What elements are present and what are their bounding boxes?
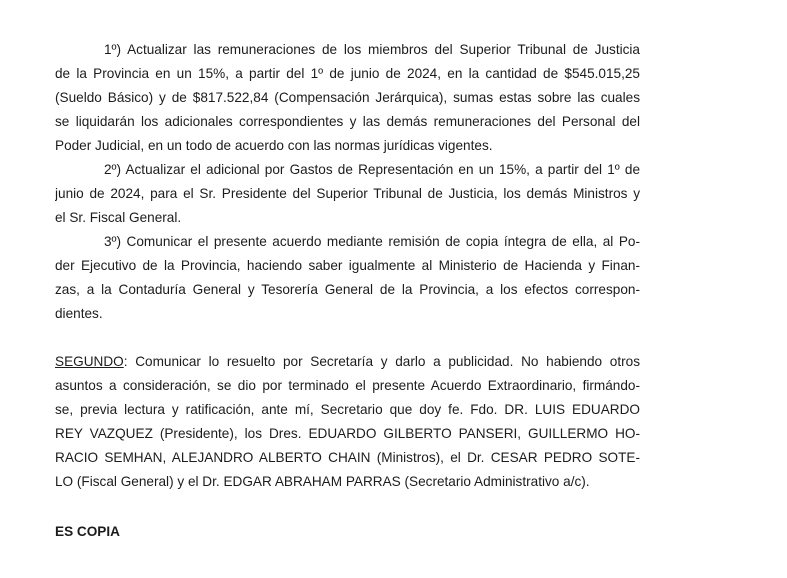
item-3-line-2: der Ejecutivo de la Provincia, haciendo saber igualmente al Ministerio de Hacienda y Finan- bbox=[55, 258, 640, 273]
item-1-line-4: se liquidarán los adicionales correspondientes y las demás remuneraciones del Personal del bbox=[55, 114, 640, 129]
item-2-line-2: junio de 2024, para el Sr. Presidente del Superior Tribunal de Justicia, los demás Ministros y bbox=[55, 186, 640, 201]
segundo-first-line-text: : Comunicar lo resuelto por Secretaría y darlo a publicidad. No habiendo otros bbox=[123, 354, 640, 369]
segundo-line-4: REY VAZQUEZ (Presidente), los Dres. EDUARDO GILBERTO PANSERI, GUILLERMO HO- bbox=[55, 426, 640, 441]
item-3-line-4: dientes. bbox=[55, 306, 103, 321]
item-2-line-1: 2º) Actualizar el adicional por Gastos de Representación en un 15%, a partir del 1º de bbox=[104, 162, 640, 177]
item-1-line-2: de la Provincia en un 15%, a partir del 1º de junio de 2024, en la cantidad de $545.015,25 bbox=[55, 66, 640, 81]
item-1-line-3: (Sueldo Básico) y de $817.522,84 (Compensación Jerárquica), sumas estas sobre las cuales bbox=[55, 90, 640, 105]
item-2-line-3: el Sr. Fiscal General. bbox=[55, 210, 182, 225]
item-1-line-5: Poder Judicial, en un todo de acuerdo con las normas jurídicas vigentes. bbox=[55, 138, 493, 153]
segundo-line-5: RACIO SEMHAN, ALEJANDRO ALBERTO CHAIN (Ministros), el Dr. CESAR PEDRO SOTE- bbox=[55, 450, 640, 465]
item-3-line-3: zas, a la Contaduría General y Tesorería General de la Provincia, a los efectos correspon- bbox=[55, 282, 640, 297]
segundo-line-6: LO (Fiscal General) y el Dr. EDGAR ABRAHAM PARRAS (Secretario Administrativo a/c). bbox=[55, 474, 590, 489]
es-copia-label: ES COPIA bbox=[55, 524, 120, 539]
item-3-line-1: 3º) Comunicar el presente acuerdo mediante remisión de copia íntegra de ella, al Po- bbox=[104, 234, 640, 249]
item-1-line-1: 1º) Actualizar las remuneraciones de los miembros del Superior Tribunal de Justicia bbox=[104, 42, 640, 57]
segundo-line-2: asuntos a consideración, se dio por terminado el presente Acuerdo Extraordinario, firmándo- bbox=[55, 378, 640, 393]
segundo-line-3: se, previa lectura y ratificación, ante mí, Secretario que doy fe. Fdo. DR. LUIS EDUARDO bbox=[55, 402, 640, 417]
segundo-label: SEGUNDO bbox=[55, 354, 124, 369]
segundo-line-1 bbox=[55, 350, 640, 374]
